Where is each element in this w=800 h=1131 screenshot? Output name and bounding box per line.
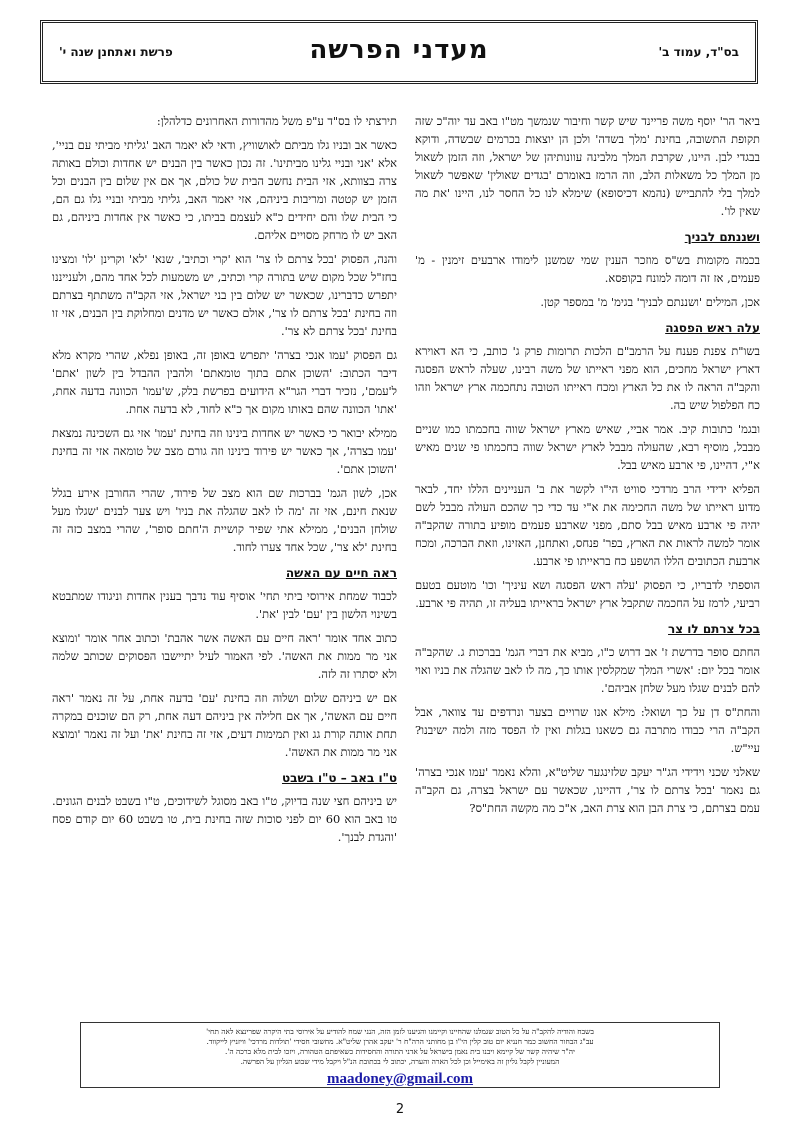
paragraph: הוספתי לדבריו, כי הפסוק 'עלה ראש הפסגה ושא עיניך' וכו' מוטעם בטעם רביעי, לרמז על החכמה שתקבל ארץ ישראל בראייתו בעליה זו, תהיה פי ארבע. [415, 578, 760, 611]
section-heading: ראה חיים עם האשה [285, 566, 397, 581]
header-date-page: בס"ד, עמוד ב' [658, 45, 739, 59]
section-heading: ושננתם לבניך [684, 230, 760, 245]
announcement-line: עב"ג הבחור החשוב כמר חנניא יום טוב קלין הי"ו בן מחותני הרה"ח ר' יעקב אהרן שליט"א. מחשובי חסידי 'תולדות מרדכי' וויזניץ לייקווד. [206, 1036, 594, 1046]
paragraph: אכן, המילים 'ושננתם לבניך' בגימ' מ' במספר קטן. [540, 295, 760, 310]
email-link[interactable]: maadoney@gmail.com [326, 1070, 474, 1087]
paragraph: אם יש ביניהם שלום ושלוה וזה בחינת 'עם' בדעה אחת, על זה נאמר 'ראה חיים עם האשה', אך אם חלילה אין ביניהם דעה אחת, רק הם שוכנים במקרה תחת אותה קורת גג ואין תמימות דעים, אזי זה בחינת 'את' ועל זה נאמר 'ומוצא אני מר ממות את האשה'. [52, 691, 397, 760]
paragraph: כתוב אחד אומר 'ראה חיים עם האשה אשר אהבת' וכתוב אחר אומר 'ומוצא אני מר ממות את האשה'. לפי האמור לעיל יתיישבו הפסוקים שכותב שלמה ולא יסתרו זה לזה. [52, 631, 397, 682]
paragraph: ממילא יבואר כי כאשר יש אחדות בינינו וזה בחינת 'עמו' אזי גם השכינה נמצאת 'עמו בצרה', אך כאשר יש פירוד בינינו וזה גורם מצב של טומאה אזי זה בחינת 'השוכן אתם'. [52, 426, 397, 477]
right-column [415, 112, 760, 1002]
paragraph: אכן, לשון הגמ' בברכות שם הוא מצב של פירוד, שהרי החורבן אירע בגלל שנאת חינם, אזי זה 'מה לו לאב שהגלה את בניו' ויש צער לבנים 'שגלו מעל שולחן הבנים', ממילא אתי שפיר קושיית ה'חתם סופר', שהרי במצב כזה זה בחינת 'לא צר', שכל אחד צערו לחוד. [52, 486, 397, 555]
paragraph: החתם סופר בדרשת ז' אב דרוש כ"ו, מביא את דברי הגמ' בברכות ג. שהקב"ה אומר בכל יום: 'אשרי המלך שמקלסין אותו כך, מה לו לאב שהגלה את בניו ואוי להם לבנים שגלו מעל שלחן אביהם'. [415, 645, 760, 696]
announcement-line: המעוניין לקבל גליון זה באימייל וכן לכל הארה והערה, יכתוב לי בכתובת הנ"ל ויקבל מידי שבוע הגליון על הפרשה. [240, 1056, 560, 1066]
paragraph: בשו"ת צפנת פענח על הרמב"ם הלכות תרומות פרק ג' כותב, כי הא דאוירא דארץ ישראל מחכים, הוא מפני ראייתו של משה רבינו, שעלה לראש הפסגה והקב"ה הראה לו את כל הארץ ומכח ראייתו הטובה נתחכמה ארץ ישראל וזהו כח הפלפול שיש בה. [415, 344, 760, 413]
header-parsha: פרשת ואתחנן שנה י' [59, 45, 173, 59]
paragraph: תירצתי לו בס"ד ע"פ משל מהדורות האחרונים כדלהלן: [156, 114, 397, 128]
announcement-box [80, 1022, 720, 1088]
paragraph: לכבוד שמחת אירוסי ביתי תחי' אוסיף עוד נדבך בענין אחדות וניגודו שמתבטא בשינוי הלשון בין 'עם' לבין 'את'. [52, 589, 397, 622]
section-heading: ט"ו באב – ט"ו בשבט [281, 771, 397, 786]
paragraph: גם הפסוק 'עמו אנכי בצרה' יתפרש באופן זה, באופן נפלא, שהרי מקרא מלא דיבר הכתוב: 'השוכן אתם בתוך טומאתם' ולהבין ההבדל בין לשון 'אתם' ל'עמם', נזכיר דברי הגר"א הידועים בפרשת בלק, ש'עמו' הכוונה בדעה אחת, 'אתו' הכוונה שהם באותו מקום אך כ"א לחוד, לא בדעה אחת. [52, 348, 397, 417]
header-frame [40, 20, 758, 84]
paragraph: והחת"ס דן על כך ושואל: מילא אנו שרויים בצער ונרדפים עד צוואר, אבל הקב"ה הרי כבודו מתרבה גם כשאנו בגלות ואין לו הפסד מזה ולמה ישיבנו? עיי"ש. [415, 705, 760, 756]
paragraph: ביאר הר' יוסף משה פריינד שיש קשר וחיבור שנמשך מט"ו באב עד יוה"כ שזה תקופת התשובה, בחינת 'מלך בשדה' ולכן הן יוצאות בכרמים שבשדה, ודוקא בבגדי לבן. היינו, שקרבת המלך מלבינה עוונותיהן של ישראל, וזה הזמן לשאול מן המלך כל משאלות הלב, וזה הרמז באומרם 'בגדים שאולין' שאפשר לשאול למלך בלי להתבייש (נהמא דכיסופא) שימלא לנו כל החסר לנו, היינו 'את מה שאין לו'. [415, 114, 760, 219]
announcement-line: יה"ר שיהיה קשר של קיימא ויבנו בית נאמן בישראל על אדני התורה והחסידות כשאיפתם הטהורה, ויזכו לבית מלא ברכה ה'. [225, 1046, 575, 1056]
page-title: מעדני הפרשה [309, 35, 489, 65]
paragraph: שאלני שכני וידידי הג"ר יעקב שלזינגער שליט"א, והלא נאמר 'עמו אנכי בצרה' גם נאמר 'בכל צרתם לו צר', דהיינו, שכאשר עם ישראל בצרה, גם הקב"ה עמם בצרתם, כי צרת הבן הוא צרת האב, א"כ מה מקשה החת"ס? [415, 765, 760, 816]
announcement-line: בשבח והודיה להקב"ה על כל הטוב שגמלנו שהחיינו וקיימנו והגיענו לזמן הזה, הנני שמח להודיע על אירוסי בתי היקרה שפרינצא לאה תחי' [206, 1027, 594, 1036]
paragraph: כאשר אב ובניו גלו מביתם לאושוויץ, ודאי לא יאמר האב 'גליתי מביתי עם בניי', אלא 'אני ובניי גלינו מביתינו'. זה נכון כאשר בין הבנים יש אחדות וכולם באותה צרה בצוותא, אזי הבית נחשב הבית של כולם, אך אם אין שלום בין הבנים וכל הזמן יש קטטה ומריבות ביניהם, אזי יאמר האב, גליתי מביתי ובניי גלו גם הם, כי הבית שלו והם יחידים כ"א לעצמם בביתו, כי כאשר אין אחדות ביניהם, גם האב יש לו מרחק מסויים אליהם. [52, 138, 397, 243]
paragraph: יש ביניהם חצי שנה בדיוק, ט"ו באב מסוגל לשידוכים, ט"ו בשבט לבנים הגונים. טו באב הוא 60 יום לפני סוכות שזה בחינת בית, טו בשבט 60 יום קודם פסח 'והגדת לבנך'. [52, 794, 397, 845]
page-number: 2 [395, 1102, 405, 1117]
left-column [52, 112, 397, 1002]
section-heading: עלה ראש הפסגה [665, 321, 760, 336]
paragraph: ובגמ' כתובות קיב. אמר אביי, שאיש מארץ ישראל שווה בחכמתו כמו שניים מבבל, מוסיף רבא, שהעולה מבבל לארץ ישראל שווה בחכמתו פי שנים מאיש א"י, דהיינו, פי ארבע מאיש בבל. [415, 422, 760, 473]
paragraph: בכמה מקומות בש"ס מוזכר הענין שמי שמשנן לימודו ארבעים זימנין - מ' פעמים, אז זה דומה למונח בקופסא. [415, 253, 760, 286]
section-heading: בכל צרתם לו צר [668, 622, 760, 637]
paragraph: והנה, הפסוק 'בכל צרתם לו צר' הוא 'קרי וכתיב', שנא' 'לא' וקרינן 'לו' ומצינו בחז"ל שכל מקום שיש בתורה קרי וכתיב, יש משמעות לכל אחד מהם, ולענייננו יתפרש כדברינו, שכאשר יש שלום בין בני ישראל, אזי הקב"ה משתתף בצרתם וזה בחינת 'בכל צרתם לו צר', אולם כאשר יש מדנים ומחלוקת בין הבנים, אזי זו בחינת 'בכל צרתם לא צר'. [52, 252, 397, 339]
paragraph: הפליא ידידי הרב מרדכי סוויט הי"ו לקשר את ב' העניינים הללו יחד, לבאר מדוע ראייתו של משה החכימה את א"י עד כדי כך שהכם העולה מבבל לשם יהיה פי ארבע מאיש בבל סתם, מפני שארבע פעמים מופיע בתורה שהקב"ה אומר למשה לראות את הארץ, בפר' פנחס, ואתחנן, האזינו, וזאת הברכה, ומכח ארבעת הכתובים הללו הושפע כח בראייתו פי ארבע. [415, 482, 760, 569]
